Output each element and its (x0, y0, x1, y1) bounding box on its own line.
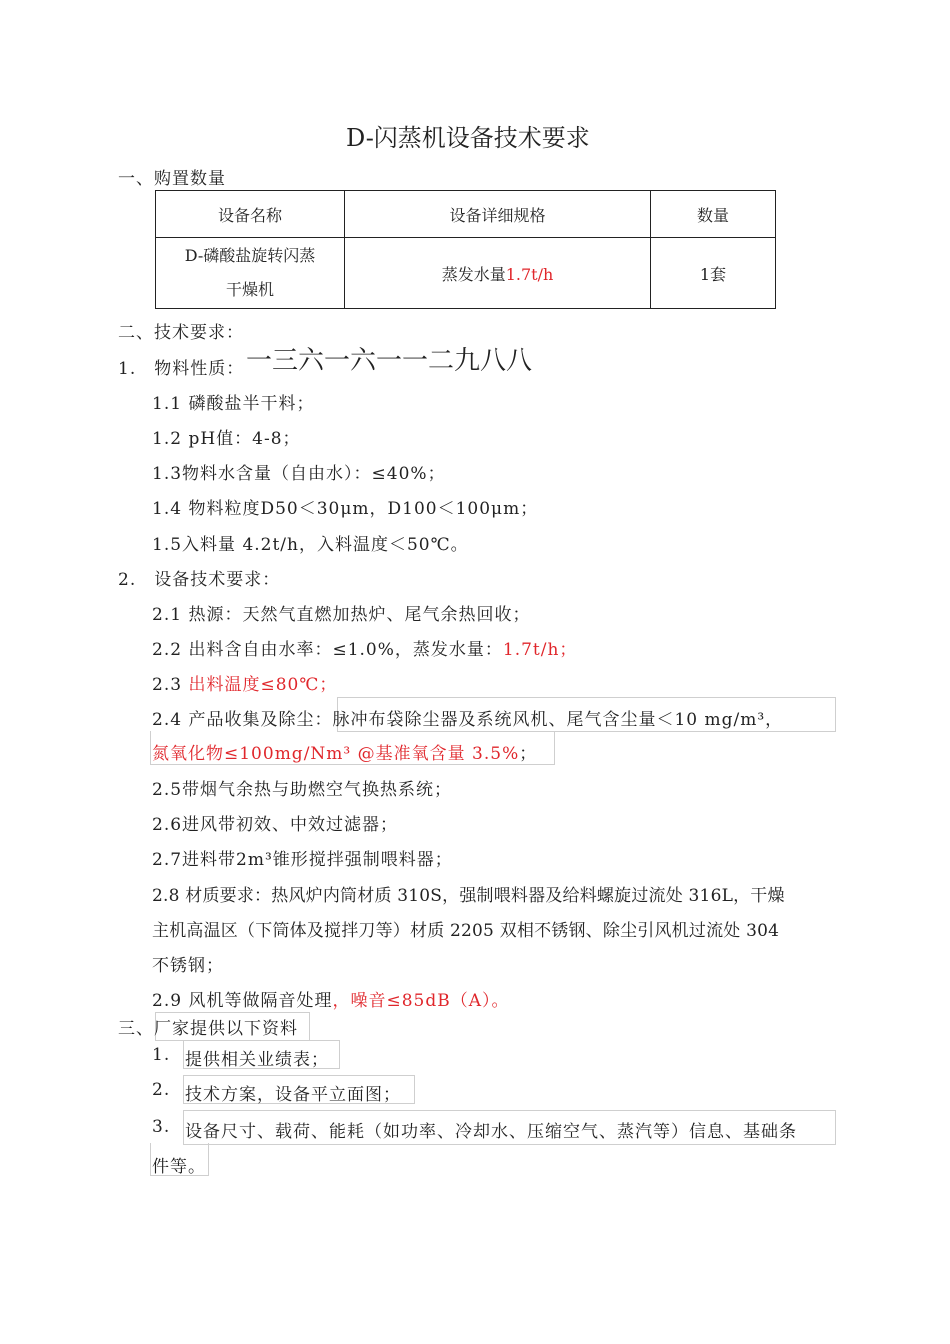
line-number: 2.3 (152, 675, 183, 695)
list-item (152, 1045, 329, 1070)
line-number: 2.2 (152, 640, 183, 660)
list-number: 3. (152, 1117, 171, 1137)
item2-line-2-3 (152, 670, 337, 695)
section3-prefix: 三、 (118, 1019, 154, 1039)
evaporation-value: 1.7t/h； (502, 640, 578, 660)
quantity-table (155, 190, 776, 309)
line-text: 出料含自由水率：≤1.0%，蒸发水量： (188, 640, 503, 660)
item2-line-2-8-end: 不锈钢； (152, 956, 224, 976)
item1-line: 1.3物料水含量（自由水）：≤40%； (152, 464, 446, 484)
item2-line-2-5: 2.5带烟气余热与助燃空气换热系统； (152, 780, 453, 800)
item2-line-2-7: 2.7进料带2m³锥形搅拌强制喂料器； (152, 850, 453, 870)
item2-line-2-8-cont: 主机高温区（下筒体及搅拌刀等）材质 2205 双相不锈钢、除尘引风机过流处 304 (152, 921, 780, 941)
list-item (152, 1117, 797, 1142)
list-number: 2. (152, 1080, 171, 1100)
spec-value: 1.7t/h (505, 264, 554, 284)
list-number: 1. (152, 1045, 171, 1065)
item1-line: 1.5入料量 4.2t/h，入料温度＜50℃。 (152, 535, 469, 555)
line-text: 风机等做隔音处理 (188, 991, 333, 1011)
equipment-name-line1: D-磷酸盐旋转闪蒸 (184, 246, 316, 265)
list-item (152, 1080, 401, 1105)
item2-label: 2. 设备技术要求： (118, 570, 281, 590)
item2-line-2-1: 2.1 热源：天然气直燃加热炉、尾气余热回收； (152, 605, 531, 625)
table-header-qty: 数量 (651, 191, 776, 238)
item1-line: 1.4 物料粒度D50＜30μm，D100＜100μm； (152, 499, 539, 519)
table-cell-name (156, 238, 345, 309)
nox-limit-text: 氮氧化物≤100mg/Nm³ @基准氧含量 3.5% (152, 744, 520, 764)
stamp-text: 一三六一六一一二九八八 (246, 346, 533, 376)
table-row (156, 238, 776, 309)
section1-heading: 一、购置数量 (118, 169, 226, 189)
line-text: 产品收集及除尘： (188, 710, 333, 730)
outlet-temp-text: 出料温度≤80℃； (188, 675, 338, 695)
section2-heading: 二、技术要求： (118, 323, 244, 343)
table-header-name: 设备名称 (156, 191, 345, 238)
item2-line-2-6: 2.6进风带初效、中效过滤器； (152, 815, 399, 835)
dust-text: 脉冲布袋除尘器及系统风机、尾气含尘量＜10 mg/m³， (332, 710, 784, 730)
item2-line-2-4b (152, 739, 537, 764)
list-text: 提供相关业绩表； (185, 1050, 329, 1070)
item1-label: 1. 物料性质： (118, 359, 245, 379)
item1-line: 1.1 磷酸盐半干料； (152, 394, 315, 414)
list-text: 设备尺寸、载荷、能耗（如功率、冷却水、压缩空气、蒸汽等）信息、基础条 (185, 1122, 797, 1142)
line-number: 2.4 (152, 710, 183, 730)
equipment-name-line2: 干燥机 (225, 280, 274, 299)
item1-line: 1.2 pH值：4-8； (152, 429, 301, 449)
line-end: ； (519, 744, 538, 764)
table-cell-qty: 1套 (651, 238, 776, 309)
section3-heading (118, 1014, 298, 1039)
table-cell-spec (345, 238, 651, 309)
noise-limit-text: ，噪音≤85dB（A）。 (332, 991, 510, 1011)
page-title: D-闪蒸机设备技术要求 (346, 124, 590, 152)
spec-prefix: 蒸发水量 (441, 264, 506, 284)
item2-line-2-9 (152, 986, 509, 1011)
line-number: 2.9 (152, 991, 183, 1011)
table-header-spec: 设备详细规格 (345, 191, 651, 238)
item2-line-2-8: 2.8 材质要求：热风炉内筒材质 310S，强制喂料器及给料螺旋过流处 316L，干燥 (152, 886, 785, 906)
list-item-continuation: 件等。 (152, 1157, 206, 1177)
item2-line-2-4 (152, 705, 783, 730)
list-text: 技术方案，设备平立面图； (185, 1085, 401, 1105)
item2-line-2-2 (152, 635, 577, 660)
section3-title: 厂家提供以下资料 (154, 1019, 298, 1039)
